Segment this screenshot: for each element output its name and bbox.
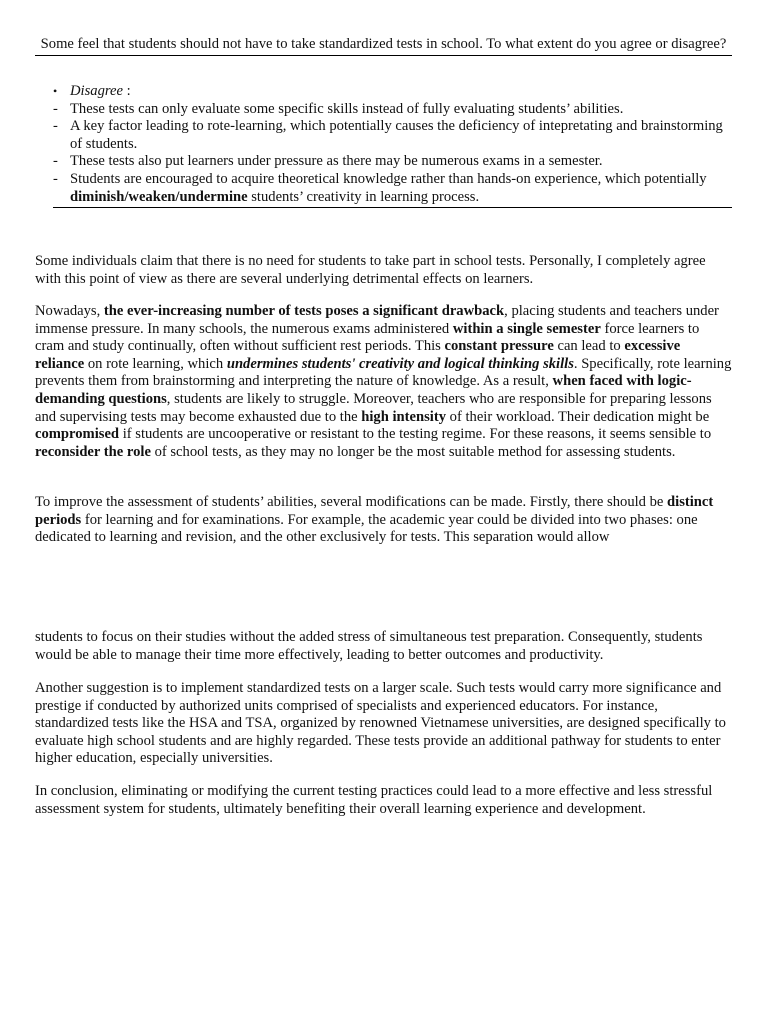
highlight-text: within a single semester	[452, 320, 601, 337]
list-item-text: Students are encouraged to acquire theoretical knowledge rather than hands-on experience, which potentially	[70, 170, 707, 187]
list-item	[53, 118, 732, 153]
body-paragraph-3: Another suggestion is to implement standardized tests on a larger scale. Such tests would carry more significance and prestige if conducted by authorized units comprised of specialists and experienced educators. For instance, standardized tests like the HSA and TSA, organized by renowned Vietnamese universities, are designed specifically to evaluate high school students and are highly regarded. These tests provide an additional pathway for students to enter higher education, especially universities.	[35, 680, 726, 767]
intro-paragraph: Some individuals claim that there is no need for students to take part in school tests. Personally, I completely agree with this point of view as there are several underlying detrimental effects on learners.	[35, 253, 706, 287]
notes-heading-label: Disagree	[70, 83, 123, 99]
highlight-text: when faced with logic-demanding questions	[35, 373, 692, 407]
essay-question: Some feel that students should not have to take standardized tests in school. To what extent do you agree or disagree?	[35, 36, 732, 56]
text-run: , students are likely to struggle. Moreover, teachers who are responsible for preparing lessons and supervising tests may become exhausted due to the	[35, 390, 712, 425]
text-run: of their workload. Their dedication might be	[446, 408, 710, 425]
highlight-text: diminish/weaken/undermine	[70, 188, 248, 205]
body-paragraph-2-continued: students to focus on their studies without the added stress of simultaneous test preparation. Consequently, students would be able to manage their time more effectively, leading to better outcomes and productivity.	[35, 629, 703, 663]
text-run: can lead to	[553, 338, 625, 355]
conclusion-paragraph: In conclusion, eliminating or modifying the current testing practices could lead to a more effective and less stressful assessment system for students, ultimately benefiting their overall learning experience and development.	[35, 783, 713, 817]
list-item	[53, 101, 732, 119]
text-run: Nowadays,	[35, 303, 104, 319]
bullet-icon: •	[53, 84, 58, 98]
text-run: for learning and for examinations. For example, the academic year could be divided into two phases: one dedicated to learning and revision, and the other exclusively for tests. This separation would allow	[35, 511, 698, 546]
body-paragraph-1	[35, 303, 732, 461]
highlight-text: constant pressure	[444, 338, 554, 355]
highlight-text: undermines students' creativity and logical thinking skills	[226, 355, 574, 372]
text-run: force learners to cram and study continually, often without sufficient rest periods. This	[35, 320, 700, 355]
notes-heading-suffix: :	[122, 83, 131, 99]
text-run: if students are uncooperative or resistant to the testing regime. For these reasons, it seems sensible to	[119, 426, 712, 443]
highlight-text: distinct periods	[35, 494, 714, 528]
highlight-text: reconsider the role	[35, 443, 151, 460]
text-run: on rote learning, which	[84, 355, 227, 372]
text-run: To improve the assessment of students’ abilities, several modifications can be made. Firstly, there should be	[35, 494, 668, 510]
list-item-text: students’ creativity in learning process.	[247, 188, 480, 205]
highlight-text: compromised	[35, 426, 120, 443]
highlight-text: high intensity	[361, 408, 447, 425]
dash-icon: -	[53, 170, 58, 187]
highlight-text: excessive reliance	[35, 338, 681, 372]
text-run: . Specifically, rote learning prevents them from brainstorming and interpreting the nature of knowledge. As a result,	[35, 355, 732, 390]
list-item-text: These tests can only evaluate some specific skills instead of fully evaluating students’ abilities.	[70, 100, 624, 117]
text-run: , placing students and teachers under immense pressure. In many schools, the numerous exams administered	[35, 303, 719, 337]
body-paragraph-2	[35, 494, 732, 547]
highlight-text: the ever-increasing number of tests poses a significant drawback	[103, 303, 505, 319]
dash-icon: -	[53, 100, 58, 117]
list-item	[53, 171, 732, 206]
list-item-text: A key factor leading to rote-learning, which potentially causes the deficiency of intepretating and brainstorming of students.	[70, 118, 723, 152]
notes-heading	[53, 83, 732, 101]
disagree-notes	[53, 83, 732, 208]
dash-icon: -	[53, 118, 58, 135]
list-item-text: These tests also put learners under pressure as there may be numerous exams in a semester.	[70, 153, 603, 170]
text-run: of school tests, as they may no longer be the most suitable method for assessing students.	[150, 443, 676, 460]
dash-icon: -	[53, 153, 58, 170]
list-item	[53, 153, 732, 171]
